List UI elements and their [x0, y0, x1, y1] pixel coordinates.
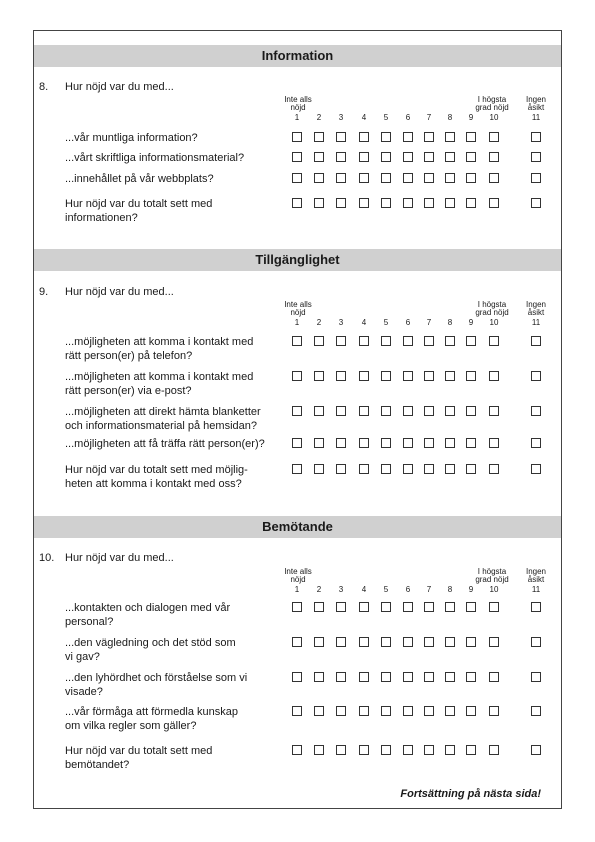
row-label	[65, 197, 285, 225]
rating-checkbox-2[interactable]	[314, 672, 324, 682]
scale-number-3: 3	[338, 318, 344, 327]
row-label-line: ...möjligheten att komma i kontakt med	[65, 371, 254, 383]
rating-checkbox-9[interactable]	[466, 152, 476, 162]
row-label-line: informationen?	[65, 212, 138, 224]
rating-checkbox-3[interactable]	[336, 406, 346, 416]
scale-number-2: 2	[316, 585, 322, 594]
scale-number-8: 8	[447, 318, 453, 327]
rating-checkbox-10[interactable]	[489, 672, 499, 682]
rating-checkbox-6[interactable]	[403, 198, 413, 208]
rating-checkbox-8[interactable]	[445, 672, 455, 682]
question-row	[34, 437, 561, 451]
rating-checkbox-3[interactable]	[336, 602, 346, 612]
scale-high-label	[464, 568, 520, 584]
row-label-line: ...möjligheten att komma i kontakt med	[65, 336, 254, 348]
rating-checkbox-4[interactable]	[359, 152, 369, 162]
scale-na-line1: Ingen	[525, 300, 547, 309]
scale-number-6: 6	[405, 585, 411, 594]
rating-checkbox-1[interactable]	[292, 602, 302, 612]
rating-checkbox-2[interactable]	[314, 173, 324, 183]
rating-checkbox-1[interactable]	[292, 464, 302, 474]
rating-checkbox-1[interactable]	[292, 336, 302, 346]
rating-checkbox-1[interactable]	[292, 371, 302, 381]
rating-checkbox-11[interactable]	[531, 198, 541, 208]
rating-checkbox-6[interactable]	[403, 672, 413, 682]
rating-checkbox-3[interactable]	[336, 672, 346, 682]
rating-checkbox-1[interactable]	[292, 672, 302, 682]
rating-checkbox-11[interactable]	[531, 132, 541, 142]
scale-number-3: 3	[338, 585, 344, 594]
rating-checkbox-7[interactable]	[424, 706, 434, 716]
rating-checkbox-3[interactable]	[336, 438, 346, 448]
section-title: Information	[34, 45, 561, 67]
question-row	[34, 335, 561, 363]
scale-number-11: 11	[531, 585, 541, 594]
rating-checkbox-5[interactable]	[381, 371, 391, 381]
rating-checkbox-10[interactable]	[489, 406, 499, 416]
scale-low-line2: nöjd	[290, 103, 306, 112]
question-row	[34, 671, 561, 699]
rating-checkbox-4[interactable]	[359, 602, 369, 612]
rating-checkbox-8[interactable]	[445, 173, 455, 183]
question-row	[34, 463, 561, 491]
rating-checkbox-5[interactable]	[381, 438, 391, 448]
scale-header	[34, 96, 561, 126]
rating-checkbox-6[interactable]	[403, 438, 413, 448]
rating-checkbox-1[interactable]	[292, 173, 302, 183]
scale-number-2: 2	[316, 318, 322, 327]
rating-checkbox-11[interactable]	[531, 602, 541, 612]
scale-number-4: 4	[361, 113, 367, 122]
rating-checkbox-10[interactable]	[489, 706, 499, 716]
rating-checkbox-2[interactable]	[314, 336, 324, 346]
rating-checkbox-7[interactable]	[424, 745, 434, 755]
scale-number-8: 8	[447, 585, 453, 594]
rating-checkbox-7[interactable]	[424, 336, 434, 346]
scale-high-line2: grad nöjd	[475, 575, 509, 584]
rating-checkbox-5[interactable]	[381, 406, 391, 416]
rating-checkbox-9[interactable]	[466, 173, 476, 183]
scale-number-10: 10	[489, 585, 499, 594]
rating-checkbox-11[interactable]	[531, 438, 541, 448]
row-label-line: ...vårt skriftliga informationsmaterial?	[65, 152, 245, 164]
row-label-line: ...vår förmåga att förmedla kunskap	[65, 706, 239, 718]
scale-number-9: 9	[468, 113, 474, 122]
scale-number-9: 9	[468, 318, 474, 327]
scale-number-7: 7	[426, 318, 432, 327]
rating-checkbox-4[interactable]	[359, 672, 369, 682]
scale-na-label	[519, 96, 553, 112]
row-label-line: bemötandet?	[65, 759, 130, 771]
scale-number-7: 7	[426, 113, 432, 122]
row-label-line: ...innehållet på vår webbplats?	[65, 173, 214, 185]
rating-checkbox-8[interactable]	[445, 464, 455, 474]
rating-checkbox-7[interactable]	[424, 637, 434, 647]
rating-checkbox-2[interactable]	[314, 464, 324, 474]
scale-number-4: 4	[361, 585, 367, 594]
question-row	[34, 151, 561, 165]
rating-checkbox-9[interactable]	[466, 132, 476, 142]
rating-checkbox-10[interactable]	[489, 371, 499, 381]
rating-checkbox-10[interactable]	[489, 438, 499, 448]
rating-checkbox-6[interactable]	[403, 132, 413, 142]
section-title: Bemötande	[34, 516, 561, 538]
rating-checkbox-11[interactable]	[531, 371, 541, 381]
rating-checkbox-5[interactable]	[381, 602, 391, 612]
question-text: Hur nöjd var du med...	[65, 286, 174, 298]
rating-checkbox-3[interactable]	[336, 464, 346, 474]
question	[39, 286, 339, 300]
question	[39, 552, 339, 566]
scale-na-line2: åsikt	[527, 103, 545, 112]
rating-checkbox-4[interactable]	[359, 745, 369, 755]
row-label	[65, 437, 285, 451]
scale-number-2: 2	[316, 113, 322, 122]
rating-checkbox-2[interactable]	[314, 438, 324, 448]
row-label-line: om vilka regler som gäller?	[65, 720, 197, 732]
rating-checkbox-4[interactable]	[359, 336, 369, 346]
row-label	[65, 405, 285, 433]
scale-low-line2: nöjd	[290, 575, 306, 584]
rating-checkbox-10[interactable]	[489, 745, 499, 755]
scale-na-line1: Ingen	[525, 567, 547, 576]
scale-na-line2: åsikt	[527, 575, 545, 584]
scale-number-5: 5	[383, 318, 389, 327]
rating-checkbox-4[interactable]	[359, 438, 369, 448]
rating-checkbox-2[interactable]	[314, 371, 324, 381]
rating-checkbox-8[interactable]	[445, 706, 455, 716]
rating-checkbox-4[interactable]	[359, 637, 369, 647]
row-label	[65, 172, 285, 186]
row-label-line: ...vår muntliga information?	[65, 132, 198, 144]
rating-checkbox-7[interactable]	[424, 152, 434, 162]
rating-checkbox-5[interactable]	[381, 132, 391, 142]
scale-number-10: 10	[489, 318, 499, 327]
scale-na-line2: åsikt	[527, 308, 545, 317]
row-label	[65, 705, 285, 733]
row-label-line: ...den vägledning och det stöd som	[65, 637, 236, 649]
rating-checkbox-9[interactable]	[466, 438, 476, 448]
row-label	[65, 636, 285, 664]
rating-checkbox-5[interactable]	[381, 637, 391, 647]
question-row	[34, 172, 561, 186]
question-row	[34, 131, 561, 145]
scale-na-line1: Ingen	[525, 95, 547, 104]
row-label-line: visade?	[65, 686, 103, 698]
rating-checkbox-4[interactable]	[359, 173, 369, 183]
question-row	[34, 197, 561, 225]
rating-checkbox-7[interactable]	[424, 464, 434, 474]
scale-low-line1: Inte alls	[284, 567, 312, 576]
rating-checkbox-7[interactable]	[424, 438, 434, 448]
rating-checkbox-9[interactable]	[466, 745, 476, 755]
rating-checkbox-3[interactable]	[336, 706, 346, 716]
row-label-line: Hur nöjd var du totalt sett med	[65, 198, 213, 210]
row-label-line: och informationsmaterial på hemsidan?	[65, 420, 257, 432]
rating-checkbox-11[interactable]	[531, 152, 541, 162]
rating-checkbox-8[interactable]	[445, 152, 455, 162]
rating-checkbox-7[interactable]	[424, 198, 434, 208]
rating-checkbox-9[interactable]	[466, 198, 476, 208]
rating-checkbox-4[interactable]	[359, 198, 369, 208]
scale-high-label	[464, 301, 520, 317]
rating-checkbox-3[interactable]	[336, 173, 346, 183]
scale-number-7: 7	[426, 585, 432, 594]
rating-checkbox-7[interactable]	[424, 132, 434, 142]
rating-checkbox-7[interactable]	[424, 672, 434, 682]
rating-checkbox-5[interactable]	[381, 152, 391, 162]
rating-checkbox-1[interactable]	[292, 637, 302, 647]
rating-checkbox-3[interactable]	[336, 132, 346, 142]
scale-low-line1: Inte alls	[284, 300, 312, 309]
scale-number-10: 10	[489, 113, 499, 122]
rating-checkbox-6[interactable]	[403, 745, 413, 755]
rating-checkbox-2[interactable]	[314, 637, 324, 647]
rating-checkbox-8[interactable]	[445, 132, 455, 142]
rating-checkbox-10[interactable]	[489, 336, 499, 346]
rating-checkbox-5[interactable]	[381, 336, 391, 346]
rating-checkbox-1[interactable]	[292, 438, 302, 448]
row-label-line: ...möjligheten att få träffa rätt person(er)?	[65, 438, 265, 450]
scale-low-label	[278, 301, 318, 317]
question-number: 8.	[39, 81, 49, 93]
rating-checkbox-5[interactable]	[381, 464, 391, 474]
scale-high-line1: I högsta	[477, 300, 507, 309]
row-label-line: Hur nöjd var du totalt sett med möjlig-	[65, 464, 248, 476]
row-label-line: ...möjligheten att direkt hämta blanketter	[65, 406, 261, 418]
rating-checkbox-8[interactable]	[445, 602, 455, 612]
rating-checkbox-10[interactable]	[489, 173, 499, 183]
rating-checkbox-2[interactable]	[314, 132, 324, 142]
rating-checkbox-2[interactable]	[314, 602, 324, 612]
scale-number-11: 11	[531, 113, 541, 122]
question-row	[34, 601, 561, 629]
rating-checkbox-3[interactable]	[336, 371, 346, 381]
row-label	[65, 370, 285, 398]
question-row	[34, 636, 561, 664]
rating-checkbox-4[interactable]	[359, 406, 369, 416]
scale-number-3: 3	[338, 113, 344, 122]
question-number: 9.	[39, 286, 49, 298]
rating-checkbox-6[interactable]	[403, 464, 413, 474]
rating-checkbox-10[interactable]	[489, 152, 499, 162]
rating-checkbox-6[interactable]	[403, 336, 413, 346]
rating-checkbox-11[interactable]	[531, 173, 541, 183]
rating-checkbox-7[interactable]	[424, 371, 434, 381]
question-number: 10.	[39, 552, 55, 564]
scale-high-label	[464, 96, 520, 112]
rating-checkbox-2[interactable]	[314, 198, 324, 208]
rating-checkbox-6[interactable]	[403, 173, 413, 183]
rating-checkbox-3[interactable]	[336, 152, 346, 162]
row-label-line: Hur nöjd var du totalt sett med	[65, 745, 213, 757]
row-label-line: vi gav?	[65, 651, 100, 663]
rating-checkbox-9[interactable]	[466, 672, 476, 682]
rating-checkbox-4[interactable]	[359, 132, 369, 142]
rating-checkbox-2[interactable]	[314, 706, 324, 716]
rating-checkbox-5[interactable]	[381, 173, 391, 183]
rating-checkbox-1[interactable]	[292, 198, 302, 208]
scale-number-11: 11	[531, 318, 541, 327]
row-label	[65, 671, 285, 699]
rating-checkbox-1[interactable]	[292, 706, 302, 716]
survey-frame	[33, 30, 562, 809]
scale-number-6: 6	[405, 318, 411, 327]
row-label	[65, 463, 285, 491]
scale-header	[34, 301, 561, 331]
question-row	[34, 705, 561, 733]
rating-checkbox-10[interactable]	[489, 637, 499, 647]
rating-checkbox-8[interactable]	[445, 438, 455, 448]
rating-checkbox-8[interactable]	[445, 406, 455, 416]
row-label-line: ...kontakten och dialogen med vår	[65, 602, 231, 614]
rating-checkbox-11[interactable]	[531, 637, 541, 647]
rating-checkbox-4[interactable]	[359, 464, 369, 474]
question	[39, 81, 339, 95]
scale-low-line1: Inte alls	[284, 95, 312, 104]
rating-checkbox-3[interactable]	[336, 336, 346, 346]
rating-checkbox-3[interactable]	[336, 198, 346, 208]
scale-header	[34, 568, 561, 598]
section-title: Tillgänglighet	[34, 249, 561, 271]
rating-checkbox-5[interactable]	[381, 198, 391, 208]
row-label-line: rätt person(er) via e-post?	[65, 385, 192, 397]
rating-checkbox-7[interactable]	[424, 406, 434, 416]
rating-checkbox-6[interactable]	[403, 706, 413, 716]
row-label	[65, 601, 285, 629]
scale-high-line2: grad nöjd	[475, 103, 509, 112]
rating-checkbox-11[interactable]	[531, 745, 541, 755]
row-label	[65, 151, 285, 165]
rating-checkbox-9[interactable]	[466, 406, 476, 416]
scale-high-line1: I högsta	[477, 95, 507, 104]
rating-checkbox-6[interactable]	[403, 152, 413, 162]
rating-checkbox-6[interactable]	[403, 637, 413, 647]
scale-number-1: 1	[294, 585, 300, 594]
rating-checkbox-3[interactable]	[336, 745, 346, 755]
row-label	[65, 335, 285, 363]
rating-checkbox-4[interactable]	[359, 371, 369, 381]
rating-checkbox-1[interactable]	[292, 152, 302, 162]
row-label-line: personal?	[65, 616, 114, 628]
question-row	[34, 405, 561, 433]
continuation-note: Fortsättning på nästa sida!	[400, 788, 541, 800]
rating-checkbox-6[interactable]	[403, 406, 413, 416]
rating-checkbox-9[interactable]	[466, 602, 476, 612]
rating-checkbox-11[interactable]	[531, 464, 541, 474]
rating-checkbox-8[interactable]	[445, 198, 455, 208]
rating-checkbox-8[interactable]	[445, 745, 455, 755]
scale-na-label	[519, 301, 553, 317]
rating-checkbox-2[interactable]	[314, 152, 324, 162]
rating-checkbox-11[interactable]	[531, 336, 541, 346]
rating-checkbox-9[interactable]	[466, 706, 476, 716]
question-text: Hur nöjd var du med...	[65, 81, 174, 93]
scale-number-1: 1	[294, 113, 300, 122]
row-label	[65, 131, 285, 145]
rating-checkbox-5[interactable]	[381, 706, 391, 716]
scale-low-label	[278, 96, 318, 112]
rating-checkbox-11[interactable]	[531, 406, 541, 416]
scale-number-4: 4	[361, 318, 367, 327]
rating-checkbox-2[interactable]	[314, 745, 324, 755]
scale-low-label	[278, 568, 318, 584]
rating-checkbox-11[interactable]	[531, 706, 541, 716]
scale-number-6: 6	[405, 113, 411, 122]
rating-checkbox-7[interactable]	[424, 173, 434, 183]
rating-checkbox-1[interactable]	[292, 132, 302, 142]
scale-number-8: 8	[447, 113, 453, 122]
rating-checkbox-11[interactable]	[531, 672, 541, 682]
rating-checkbox-9[interactable]	[466, 336, 476, 346]
rating-checkbox-7[interactable]	[424, 602, 434, 612]
scale-number-9: 9	[468, 585, 474, 594]
row-label-line: rätt person(er) på telefon?	[65, 350, 193, 362]
scale-number-5: 5	[383, 113, 389, 122]
rating-checkbox-4[interactable]	[359, 706, 369, 716]
rating-checkbox-8[interactable]	[445, 336, 455, 346]
rating-checkbox-9[interactable]	[466, 464, 476, 474]
rating-checkbox-5[interactable]	[381, 745, 391, 755]
scale-number-1: 1	[294, 318, 300, 327]
rating-checkbox-6[interactable]	[403, 602, 413, 612]
scale-high-line2: grad nöjd	[475, 308, 509, 317]
rating-checkbox-9[interactable]	[466, 637, 476, 647]
rating-checkbox-5[interactable]	[381, 672, 391, 682]
rating-checkbox-10[interactable]	[489, 198, 499, 208]
scale-na-label	[519, 568, 553, 584]
scale-high-line1: I högsta	[477, 567, 507, 576]
rating-checkbox-6[interactable]	[403, 371, 413, 381]
rating-checkbox-8[interactable]	[445, 637, 455, 647]
question-row	[34, 744, 561, 772]
row-label-line: heten att komma i kontakt med oss?	[65, 478, 242, 490]
rating-checkbox-10[interactable]	[489, 132, 499, 142]
rating-checkbox-10[interactable]	[489, 602, 499, 612]
rating-checkbox-1[interactable]	[292, 406, 302, 416]
rating-checkbox-9[interactable]	[466, 371, 476, 381]
rating-checkbox-3[interactable]	[336, 637, 346, 647]
row-label-line: ...den lyhördhet och förståelse som vi	[65, 672, 248, 684]
rating-checkbox-1[interactable]	[292, 745, 302, 755]
scale-low-line2: nöjd	[290, 308, 306, 317]
question-text: Hur nöjd var du med...	[65, 552, 174, 564]
rating-checkbox-10[interactable]	[489, 464, 499, 474]
scale-number-5: 5	[383, 585, 389, 594]
rating-checkbox-2[interactable]	[314, 406, 324, 416]
rating-checkbox-8[interactable]	[445, 371, 455, 381]
row-label	[65, 744, 285, 772]
question-row	[34, 370, 561, 398]
